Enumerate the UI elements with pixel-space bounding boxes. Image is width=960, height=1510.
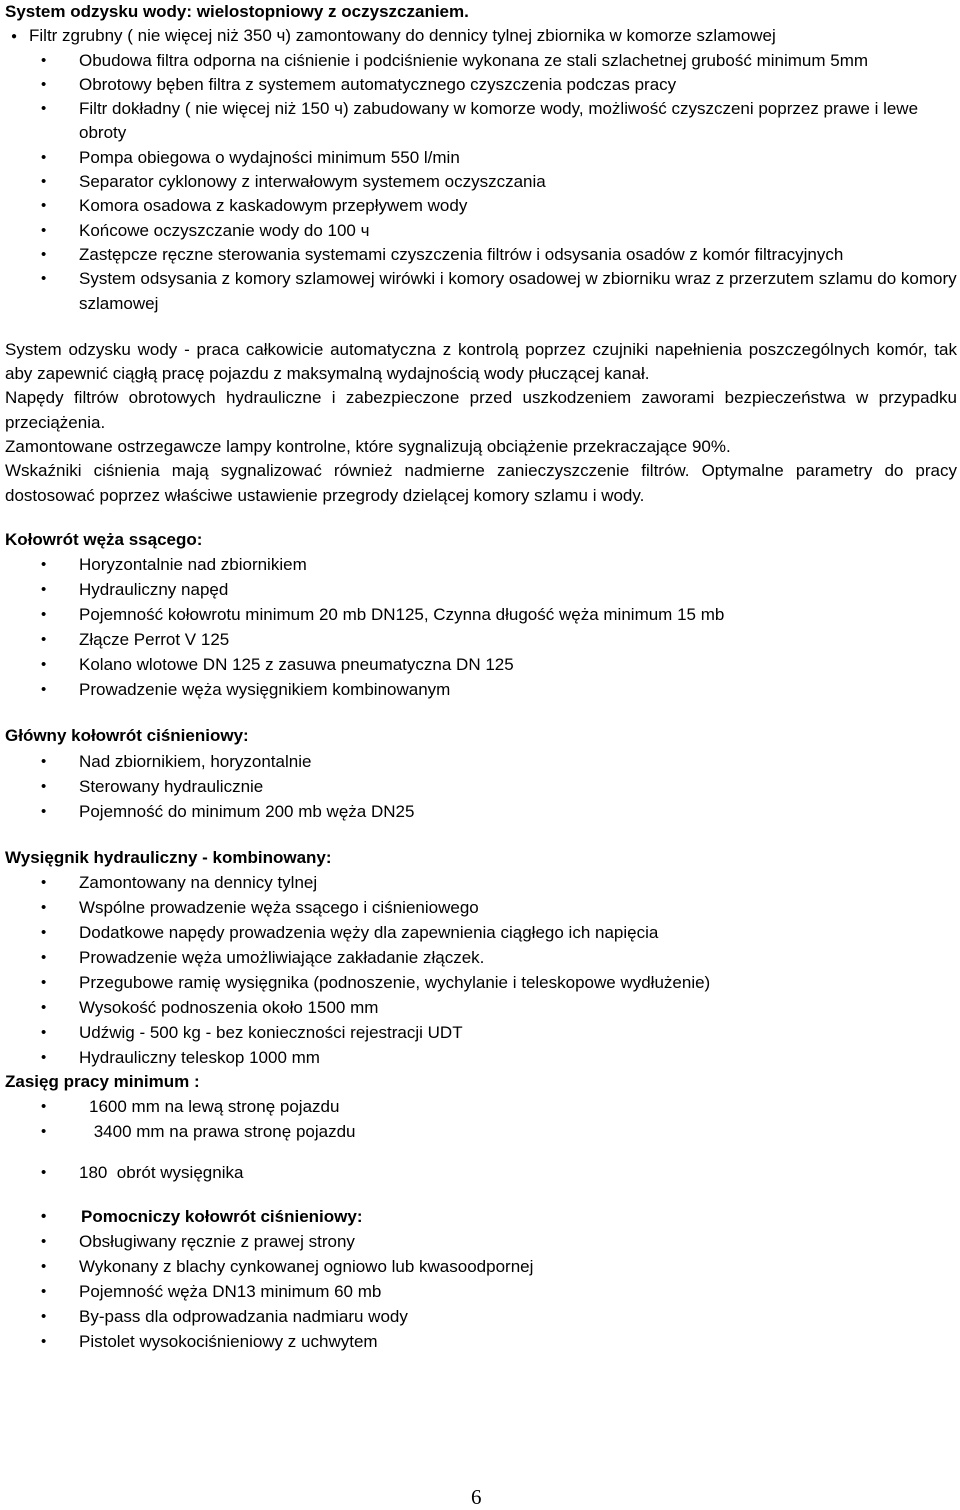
list-item: • Wysokość podnoszenia około 1500 mm bbox=[5, 995, 957, 1020]
document-page bbox=[5, 0, 957, 1354]
water-recovery-list bbox=[5, 24, 957, 316]
list-item: • 3400 mm na prawa stronę pojazdu bbox=[5, 1119, 957, 1144]
range-list bbox=[5, 1094, 957, 1144]
section-title-aux-reel: • Pomocniczy kołowrót ciśnieniowy: bbox=[5, 1204, 957, 1229]
paragraph-text: System odzysku wody - praca całkowicie automatyczna z kontrolą poprzez czujniki napełnienia poszczególnych komór, tak aby zapewnić ciągłą pracę pojazdu z maksymalną wydajnością wody płuczącej kanał. bbox=[5, 339, 957, 384]
pressure-reel-list bbox=[5, 749, 957, 824]
list-item: • Zamontowany na dennicy tylnej bbox=[5, 870, 957, 895]
list-item: • Horyzontalnie nad zbiornikiem bbox=[5, 552, 957, 577]
section-title-water-recovery: System odzysku wody: wielostopniowy z oczyszczaniem. bbox=[5, 2, 469, 21]
list-item: • Filtr dokładny ( nie więcej niż 150 ч) zabudowany w komorze wody, możliwość czyszczeni poprzez prawe i lewe obroty bbox=[5, 97, 957, 146]
list-item: • Dodatkowe napędy prowadzenia węży dla zapewnienia ciągłego ich napięcia bbox=[5, 920, 957, 945]
section-title-pressure-reel: Główny kołowrót ciśnieniowy: bbox=[5, 726, 249, 746]
list-item: • Przegubowe ramię wysięgnika (podnoszenie, wychylanie i teleskopowe wydłużenie) bbox=[5, 970, 957, 995]
list-item: • Prowadzenie węża umożliwiające zakładanie złączek. bbox=[5, 945, 957, 970]
list-item: • Prowadzenie węża wysięgnikiem kombinowanym bbox=[5, 677, 957, 702]
list-item: • Separator cyklonowy z interwałowym systemem oczyszczania bbox=[5, 170, 957, 194]
list-item: • Sterowany hydraulicznie bbox=[5, 774, 957, 799]
section-title-boom: Wysięgnik hydrauliczny - kombinowany: bbox=[5, 847, 332, 867]
list-item: • Nad zbiornikiem, horyzontalnie bbox=[5, 749, 957, 774]
page-number: 6 bbox=[471, 1485, 482, 1509]
list-item: • Wspólne prowadzenie węża ssącego i ciśnieniowego bbox=[5, 895, 957, 920]
list-item: • Pompa obiegowa o wydajności minimum 550 l/min bbox=[5, 146, 957, 170]
list-item: • Obrotowy bęben filtra z systemem automatycznego czyszczenia podczas pracy bbox=[5, 73, 957, 97]
list-item: ● Filtr zgrubny ( nie więcej niż 350 ч) zamontowany do dennicy tylnej zbiornika w komorze szlamowej bbox=[5, 24, 957, 48]
list-item: • By-pass dla odprowadzania nadmiaru wody bbox=[5, 1304, 957, 1329]
aux-reel-list bbox=[5, 1229, 957, 1354]
list-item: • Obudowa filtra odporna na ciśnienie i podciśnienie wykonana ze stali szlachetnej grubość minimum 5mm bbox=[5, 49, 957, 73]
list-item: • Pistolet wysokociśnieniowy z uchwytem bbox=[5, 1329, 957, 1354]
paragraph-text: Wskaźniki ciśnienia mają sygnalizować również nadmierne zanieczyszczenie filtrów. Optymalne parametry do pracy dostosować poprzez właściwe ustawienie przegrody dzielącej komory szlamu i wody. bbox=[5, 461, 957, 505]
list-item: • Komora osadowa z kaskadowym przepływem wody bbox=[5, 194, 957, 218]
section-title-range: Zasięg pracy minimum : bbox=[5, 1071, 200, 1091]
list-item: • Pojemność węża DN13 minimum 60 mb bbox=[5, 1279, 957, 1304]
paragraph-text: Napędy filtrów obrotowych hydrauliczne i zabezpieczone przed uszkodzeniem zaworami bezpieczeństwa w przypadku przeciążenia. bbox=[5, 388, 957, 432]
suction-reel-list bbox=[5, 552, 957, 702]
list-item: • System odsysania z komory szlamowej wirówki i komory osadowej w zbiorniku wraz z przerzutem szlamu do komory szlamowej bbox=[5, 267, 957, 316]
list-item: • Pojemność kołowrotu minimum 20 mb DN125, Czynna długość węża minimum 15 mb bbox=[5, 602, 957, 627]
rotation-list bbox=[5, 1161, 957, 1185]
list-item: • Końcowe oczyszczanie wody do 100 ч bbox=[5, 219, 957, 243]
list-item: • Hydrauliczny teleskop 1000 mm bbox=[5, 1045, 957, 1070]
list-item: • Złącze Perrot V 125 bbox=[5, 627, 957, 652]
list-item: • Hydrauliczny napęd bbox=[5, 577, 957, 602]
paragraph-text: Zamontowane ostrzegawcze lampy kontrolne, które sygnalizują obciążenie przekraczające 90%. bbox=[5, 437, 731, 457]
list-item: • Wykonany z blachy cynkowanej ogniowo lub kwasoodpornej bbox=[5, 1254, 957, 1279]
list-item: • Obsługiwany ręcznie z prawej strony bbox=[5, 1229, 957, 1254]
list-item: • 180 obrót wysięgnika bbox=[5, 1161, 957, 1185]
list-item: • 1600 mm na lewą stronę pojazdu bbox=[5, 1094, 957, 1119]
list-item: • Udźwig - 500 kg - bez konieczności rejestracji UDT bbox=[5, 1020, 957, 1045]
boom-list bbox=[5, 870, 957, 1070]
list-item: • Kolano wlotowe DN 125 z zasuwa pneumatyczna DN 125 bbox=[5, 652, 957, 677]
list-item: • Zastępcze ręczne sterowania systemami czyszczenia filtrów i odsysania osadów z komór filtracyjnych bbox=[5, 243, 957, 267]
list-item: • Pojemność do minimum 200 mb węża DN25 bbox=[5, 799, 957, 824]
aux-reel-title-list bbox=[5, 1204, 957, 1229]
section-title-suction-reel: Kołowrót węża ssącego: bbox=[5, 529, 203, 549]
